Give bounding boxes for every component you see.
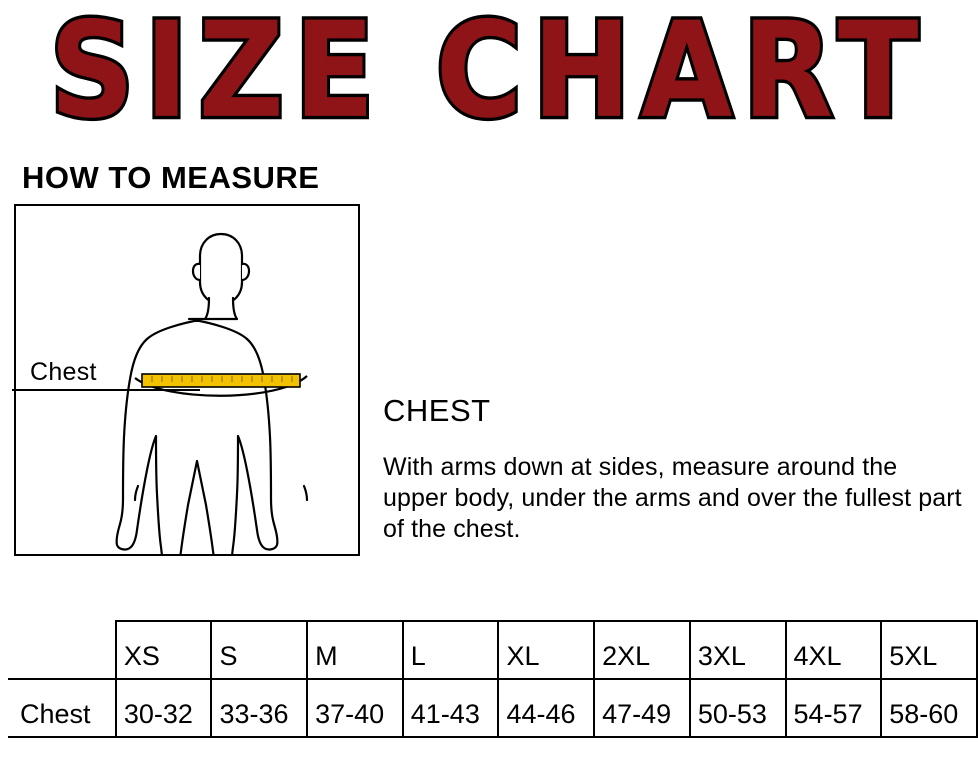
- table-cell-chest-l: 41-43: [403, 679, 499, 737]
- table-header-3xl: 3XL: [690, 621, 786, 679]
- table-cell-chest-2xl: 47-49: [594, 679, 690, 737]
- table-cell-chest-s: 33-36: [211, 679, 307, 737]
- size-chart-table: [8, 620, 978, 738]
- page-title: [0, 0, 978, 148]
- table-header-l: L: [403, 621, 499, 679]
- how-to-measure-heading: HOW TO MEASURE: [22, 160, 320, 195]
- description-heading: CHEST: [383, 393, 491, 428]
- table-cell-chest-5xl: 58-60: [881, 679, 977, 737]
- chest-callout-label: Chest: [30, 358, 97, 386]
- table-cell-chest-m: 37-40: [307, 679, 403, 737]
- table-header-2xl: 2XL: [594, 621, 690, 679]
- table-header-xl: XL: [498, 621, 594, 679]
- description-body: With arms down at sides, measure around the upper body, under the arms and over the fullest part of the chest.: [383, 453, 962, 543]
- page-title-text: SIZE CHART: [49, 0, 929, 148]
- table-header-5xl: 5XL: [881, 621, 977, 679]
- table-header-m: M: [307, 621, 403, 679]
- table-corner-cell: [8, 621, 116, 679]
- table-row-label-chest: Chest: [8, 679, 116, 737]
- table-cell-chest-xs: 30-32: [116, 679, 212, 737]
- table-header-s: S: [211, 621, 307, 679]
- table-row: [8, 679, 977, 737]
- table-cell-chest-3xl: 50-53: [690, 679, 786, 737]
- table-cell-chest-xl: 44-46: [498, 679, 594, 737]
- table-header-4xl: 4XL: [786, 621, 882, 679]
- table-cell-chest-4xl: 54-57: [786, 679, 882, 737]
- table-header-row: [8, 621, 977, 679]
- table-header-xs: XS: [116, 621, 212, 679]
